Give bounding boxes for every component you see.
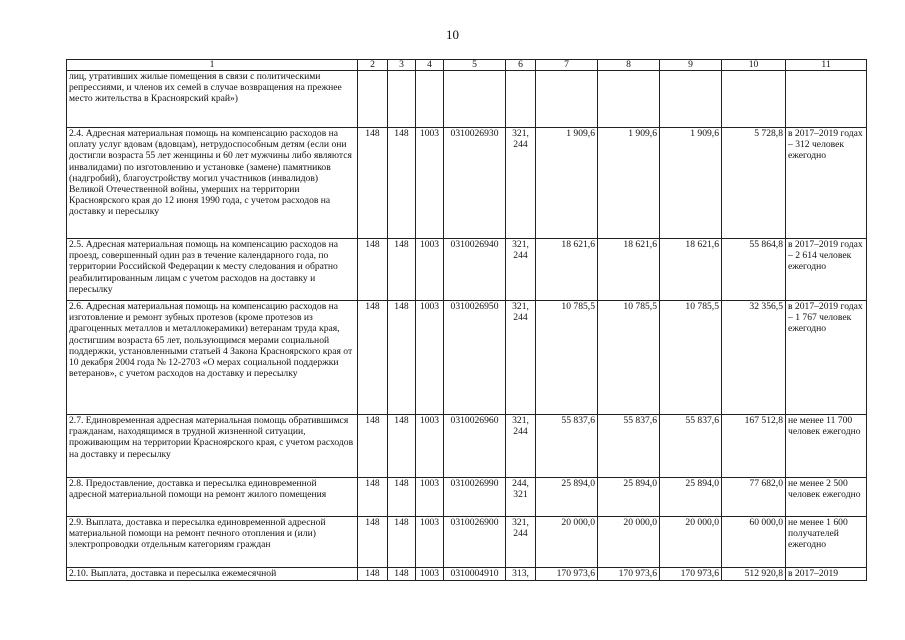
row-cell: 321, 244 — [506, 128, 536, 239]
row-cell: 20 000,0 — [660, 517, 722, 568]
row-description: 2.10. Выплата, доставка и пересылка ежемесячной — [67, 568, 358, 581]
row-cell: 1003 — [416, 517, 444, 568]
header-cell: 3 — [388, 60, 416, 71]
row-cell: 321, 244 — [506, 239, 536, 301]
row-cell: 170 973,6 — [660, 568, 722, 581]
row-cell — [444, 71, 506, 128]
row-cell: 148 — [388, 478, 416, 517]
row-cell: 55 837,6 — [598, 415, 660, 478]
row-cell: не менее 2 500 человек ежегодно — [786, 478, 867, 517]
table-row — [67, 239, 867, 301]
row-cell: 313, — [506, 568, 536, 581]
row-cell: 0310026950 — [444, 301, 506, 415]
row-cell: 25 894,0 — [660, 478, 722, 517]
row-cell: 10 785,5 — [598, 301, 660, 415]
row-cell: 1003 — [416, 568, 444, 581]
header-cell: 10 — [722, 60, 786, 71]
row-cell: 77 682,0 — [722, 478, 786, 517]
row-cell: 10 785,5 — [660, 301, 722, 415]
row-cell: в 2017–2019 годах – 312 человек ежегодно — [786, 128, 867, 239]
row-cell: 148 — [358, 568, 388, 581]
row-cell: 1 909,6 — [660, 128, 722, 239]
table-row — [67, 517, 867, 568]
row-description: 2.5. Адресная материальная помощь на компенсацию расходов на проезд, совершенный один раз в течение календарного года, по территории Российской Федерации к месту следования и обратно реабилитированным лицам с учетом расходов на доставку и пересылку — [67, 239, 358, 301]
row-cell — [598, 71, 660, 128]
row-cell: 148 — [388, 128, 416, 239]
row-cell: 32 356,5 — [722, 301, 786, 415]
row-description: 2.4. Адресная материальная помощь на компенсацию расходов на оплату услуг вдовам (вдовцам), нетрудоспособным детям (если они достигли возраста 55 лет женщины и 60 лет мужчины либо являются инвалидами) по изготовлению и установке (замене) памятников (надгробий), благоустройству могил участников (инвалидов) Великой Отечественной войны, умерших на территории Красноярского края до 12 июня 1990 года, с учетом расходов на доставку и пересылку — [67, 128, 358, 239]
table-row — [67, 301, 867, 415]
budget-table — [66, 59, 867, 581]
row-cell — [358, 71, 388, 128]
row-cell: 170 973,6 — [598, 568, 660, 581]
row-cell — [660, 71, 722, 128]
row-cell: 1 909,6 — [598, 128, 660, 239]
header-cell: 2 — [358, 60, 388, 71]
table-row — [67, 71, 867, 128]
row-cell: 55 837,6 — [660, 415, 722, 478]
row-description: 2.7. Единовременная адресная материальная помощь обратившимся гражданам, находящимся в трудной жизненной ситуации, проживающим на территории Красноярского края, с учетом расходов на доставку и пересылку — [67, 415, 358, 478]
table-row — [67, 128, 867, 239]
row-cell: не менее 11 700 человек ежегодно — [786, 415, 867, 478]
row-cell: 0310026990 — [444, 478, 506, 517]
row-cell: 55 837,6 — [536, 415, 598, 478]
row-cell: в 2017–2019 годах – 1 767 человек ежегодно — [786, 301, 867, 415]
row-cell: 148 — [358, 239, 388, 301]
table-header-row — [67, 60, 867, 71]
row-cell: 148 — [358, 128, 388, 239]
row-cell — [416, 71, 444, 128]
row-cell — [388, 71, 416, 128]
row-cell: в 2017–2019 годах – 2 614 человек ежегодно — [786, 239, 867, 301]
row-cell: 18 621,6 — [660, 239, 722, 301]
row-cell: 25 894,0 — [536, 478, 598, 517]
row-description: 2.6. Адресная материальная помощь на компенсацию расходов на изготовление и ремонт зубных протезов (кроме протезов из драгоценных металлов и металлокерамики) ветеранам труда края, достигшим возраста 65 лет, пользующимся мерами социальной поддержки, установленными статьей 4 Закона Красноярского края от 10 декабря 2004 года № 12-2703 «О мерах социальной поддержки ветеранов», с учетом расходов на доставку и пересылку — [67, 301, 358, 415]
row-cell — [506, 71, 536, 128]
row-cell: 20 000,0 — [598, 517, 660, 568]
row-cell: 0310026960 — [444, 415, 506, 478]
row-cell: 25 894,0 — [598, 478, 660, 517]
row-cell — [786, 71, 867, 128]
row-cell: 148 — [388, 301, 416, 415]
row-cell: 0310026930 — [444, 128, 506, 239]
table-row — [67, 568, 867, 581]
row-cell: 60 000,0 — [722, 517, 786, 568]
row-cell: 10 785,5 — [536, 301, 598, 415]
header-cell: 7 — [536, 60, 598, 71]
row-cell: 321, 244 — [506, 517, 536, 568]
row-cell: 1003 — [416, 478, 444, 517]
table-row — [67, 478, 867, 517]
row-description: 2.8. Предоставление, доставка и пересылка единовременной адресной материальной помощи на ремонт жилого помещения — [67, 478, 358, 517]
row-cell: 18 621,6 — [536, 239, 598, 301]
row-cell: 321, 244 — [506, 301, 536, 415]
row-cell: не менее 1 600 получателей ежегодно — [786, 517, 867, 568]
row-cell: 18 621,6 — [598, 239, 660, 301]
row-cell: 148 — [388, 415, 416, 478]
row-cell: 321, 244 — [506, 415, 536, 478]
row-cell: 1 909,6 — [536, 128, 598, 239]
row-cell: 1003 — [416, 415, 444, 478]
row-cell: 148 — [388, 517, 416, 568]
header-cell: 6 — [506, 60, 536, 71]
page-number: 10 — [446, 27, 459, 42]
row-cell: 0310026900 — [444, 517, 506, 568]
row-cell: 5 728,8 — [722, 128, 786, 239]
row-cell: 148 — [358, 415, 388, 478]
row-cell: 148 — [358, 478, 388, 517]
row-cell — [536, 71, 598, 128]
row-cell: 148 — [388, 568, 416, 581]
header-cell: 1 — [67, 60, 358, 71]
row-cell: 148 — [388, 239, 416, 301]
table-row — [67, 415, 867, 478]
row-cell: 148 — [358, 301, 388, 415]
row-cell: 167 512,8 — [722, 415, 786, 478]
row-cell — [722, 71, 786, 128]
row-cell: 55 864,8 — [722, 239, 786, 301]
header-cell: 5 — [444, 60, 506, 71]
row-cell: в 2017–2019 — [786, 568, 867, 581]
row-cell: 20 000,0 — [536, 517, 598, 568]
row-description: 2.9. Выплата, доставка и пересылка единовременной адресной материальной помощи на ремонт печного отопления и (или) электропроводки отдельным категориям граждан — [67, 517, 358, 568]
row-cell: 1003 — [416, 301, 444, 415]
row-description: лиц, утративших жилые помещения в связи с политическими репрессиями, и членов их семей в случае возвращения на прежнее место жительства в Красноярский край») — [67, 71, 358, 128]
row-cell: 0310004910 — [444, 568, 506, 581]
row-cell: 512 920,8 — [722, 568, 786, 581]
header-cell: 8 — [598, 60, 660, 71]
header-cell: 9 — [660, 60, 722, 71]
header-cell: 4 — [416, 60, 444, 71]
row-cell: 1003 — [416, 239, 444, 301]
row-cell: 170 973,6 — [536, 568, 598, 581]
row-cell: 0310026940 — [444, 239, 506, 301]
row-cell: 1003 — [416, 128, 444, 239]
row-cell: 244, 321 — [506, 478, 536, 517]
row-cell: 148 — [358, 517, 388, 568]
header-cell: 11 — [786, 60, 867, 71]
